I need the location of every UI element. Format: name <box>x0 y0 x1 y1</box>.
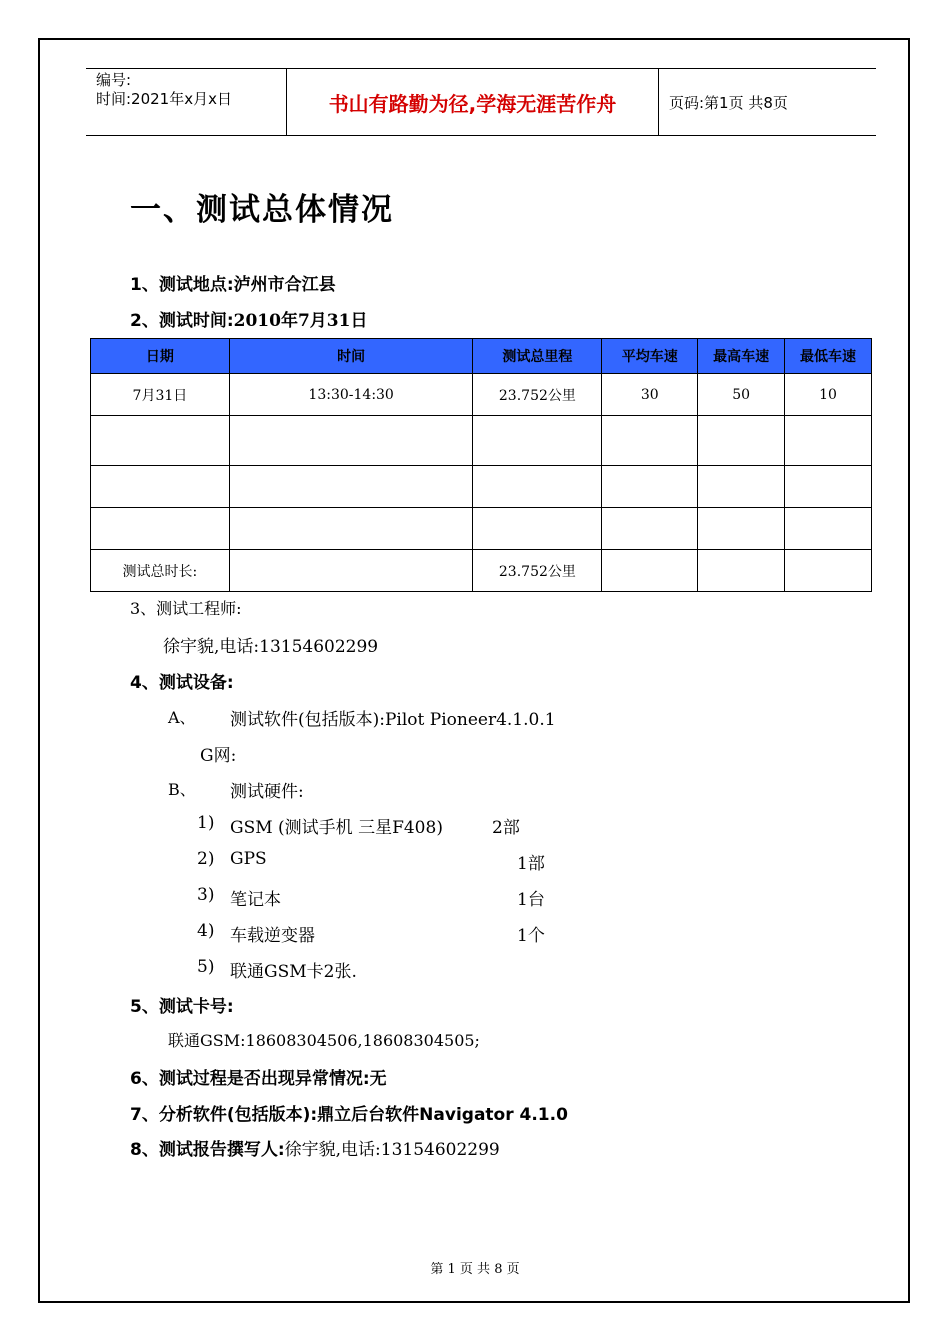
table-cell <box>698 466 785 508</box>
table-cell <box>473 416 602 466</box>
page-header <box>86 68 876 136</box>
table-row <box>91 374 872 416</box>
software-marker: A、 <box>168 708 196 727</box>
table-row <box>91 466 872 508</box>
test-summary-table <box>90 338 872 592</box>
table-cell <box>785 550 872 592</box>
col-header-distance: 测试总里程 <box>473 339 602 374</box>
test-time <box>130 306 367 331</box>
test-engineer-value: 徐宇貌,电话:13154602299 <box>163 637 379 657</box>
test-card-label: 5、测试卡号: <box>130 997 234 1017</box>
software-network: G网: <box>200 746 237 766</box>
table-cell <box>785 508 872 550</box>
col-header-max-speed: 最高车速 <box>698 339 785 374</box>
table-cell <box>785 466 872 508</box>
table-cell: 30 <box>602 374 698 416</box>
table-cell <box>229 416 473 466</box>
test-location-value: 泸州市合江县 <box>233 275 336 295</box>
table-cell <box>473 466 602 508</box>
table-cell <box>91 508 230 550</box>
table-cell: 测试总时长: <box>91 550 230 592</box>
col-header-time: 时间 <box>229 339 473 374</box>
anomaly-line: 6、测试过程是否出现异常情况:无 <box>130 1069 387 1089</box>
test-card-value: 联通GSM:18608304506,18608304505; <box>168 1031 480 1050</box>
hardware-name: GPS <box>230 849 267 869</box>
hardware-qty: 1个 <box>517 926 545 946</box>
table-cell <box>698 508 785 550</box>
test-equipment-label: 4、测试设备: <box>130 673 234 693</box>
table-cell <box>602 416 698 466</box>
header-page-number: 页码:第1页 共8页 <box>669 93 788 112</box>
hardware-num: 3) <box>197 885 215 905</box>
table-cell <box>91 466 230 508</box>
hardware-marker: B、 <box>168 780 196 799</box>
table-cell: 13:30-14:30 <box>229 374 473 416</box>
analysis-software-line: 7、分析软件(包括版本):鼎立后台软件Navigator 4.1.0 <box>130 1105 568 1125</box>
table-total-row <box>91 550 872 592</box>
table-header-row <box>91 339 872 374</box>
header-time: 时间:2021年x月x日 <box>96 90 232 108</box>
header-info <box>86 69 286 135</box>
hardware-num: 4) <box>197 921 215 941</box>
test-location <box>130 270 336 295</box>
table-row <box>91 508 872 550</box>
hardware-text: 测试硬件: <box>230 782 304 802</box>
table-cell <box>91 416 230 466</box>
software-text: 测试软件(包括版本):Pilot Pioneer4.1.0.1 <box>230 710 556 730</box>
report-author-value: 徐宇貌,电话:13154602299 <box>284 1140 500 1160</box>
table-cell <box>473 508 602 550</box>
hardware-name: 车载逆变器 <box>230 926 315 946</box>
test-engineer-label: 3、测试工程师: <box>130 599 242 618</box>
col-header-avg-speed: 平均车速 <box>602 339 698 374</box>
hardware-name: GSM (测试手机 三星F408) <box>230 818 443 838</box>
test-location-label: 1、测试地点: <box>130 275 234 295</box>
table-cell <box>602 508 698 550</box>
header-number: 编号: <box>96 71 132 89</box>
table-cell: 50 <box>698 374 785 416</box>
section-heading: 一、测试总体情况 <box>130 192 394 228</box>
table-cell: 23.752公里 <box>473 550 602 592</box>
col-header-min-speed: 最低车速 <box>785 339 872 374</box>
table-cell: 23.752公里 <box>473 374 602 416</box>
table-cell <box>602 550 698 592</box>
table-cell <box>229 466 473 508</box>
table-cell <box>229 550 473 592</box>
hardware-num: 5) <box>197 957 215 977</box>
table-cell <box>229 508 473 550</box>
table-cell <box>698 550 785 592</box>
hardware-qty: 1台 <box>517 890 545 910</box>
table-row <box>91 416 872 466</box>
test-time-value: 2010年7月31日 <box>233 311 368 331</box>
report-author-label: 8、测试报告撰写人: <box>130 1140 285 1160</box>
page-footer: 第 1 页 共 8 页 <box>430 1262 520 1277</box>
hardware-name: 联通GSM卡2张. <box>230 962 357 982</box>
hardware-qty: 1部 <box>517 854 545 874</box>
table-cell: 10 <box>785 374 872 416</box>
table-cell <box>602 466 698 508</box>
hardware-num: 1) <box>197 813 215 833</box>
hardware-qty: 2部 <box>492 818 520 838</box>
hardware-num: 2) <box>197 849 215 869</box>
test-time-label: 2、测试时间: <box>130 311 234 331</box>
table-cell: 7月31日 <box>91 374 230 416</box>
col-header-date: 日期 <box>91 339 230 374</box>
table-cell <box>698 416 785 466</box>
table-cell <box>785 416 872 466</box>
header-motto: 书山有路勤为径,学海无涯苦作舟 <box>286 69 659 135</box>
hardware-name: 笔记本 <box>230 890 281 910</box>
report-author-line <box>130 1135 500 1160</box>
